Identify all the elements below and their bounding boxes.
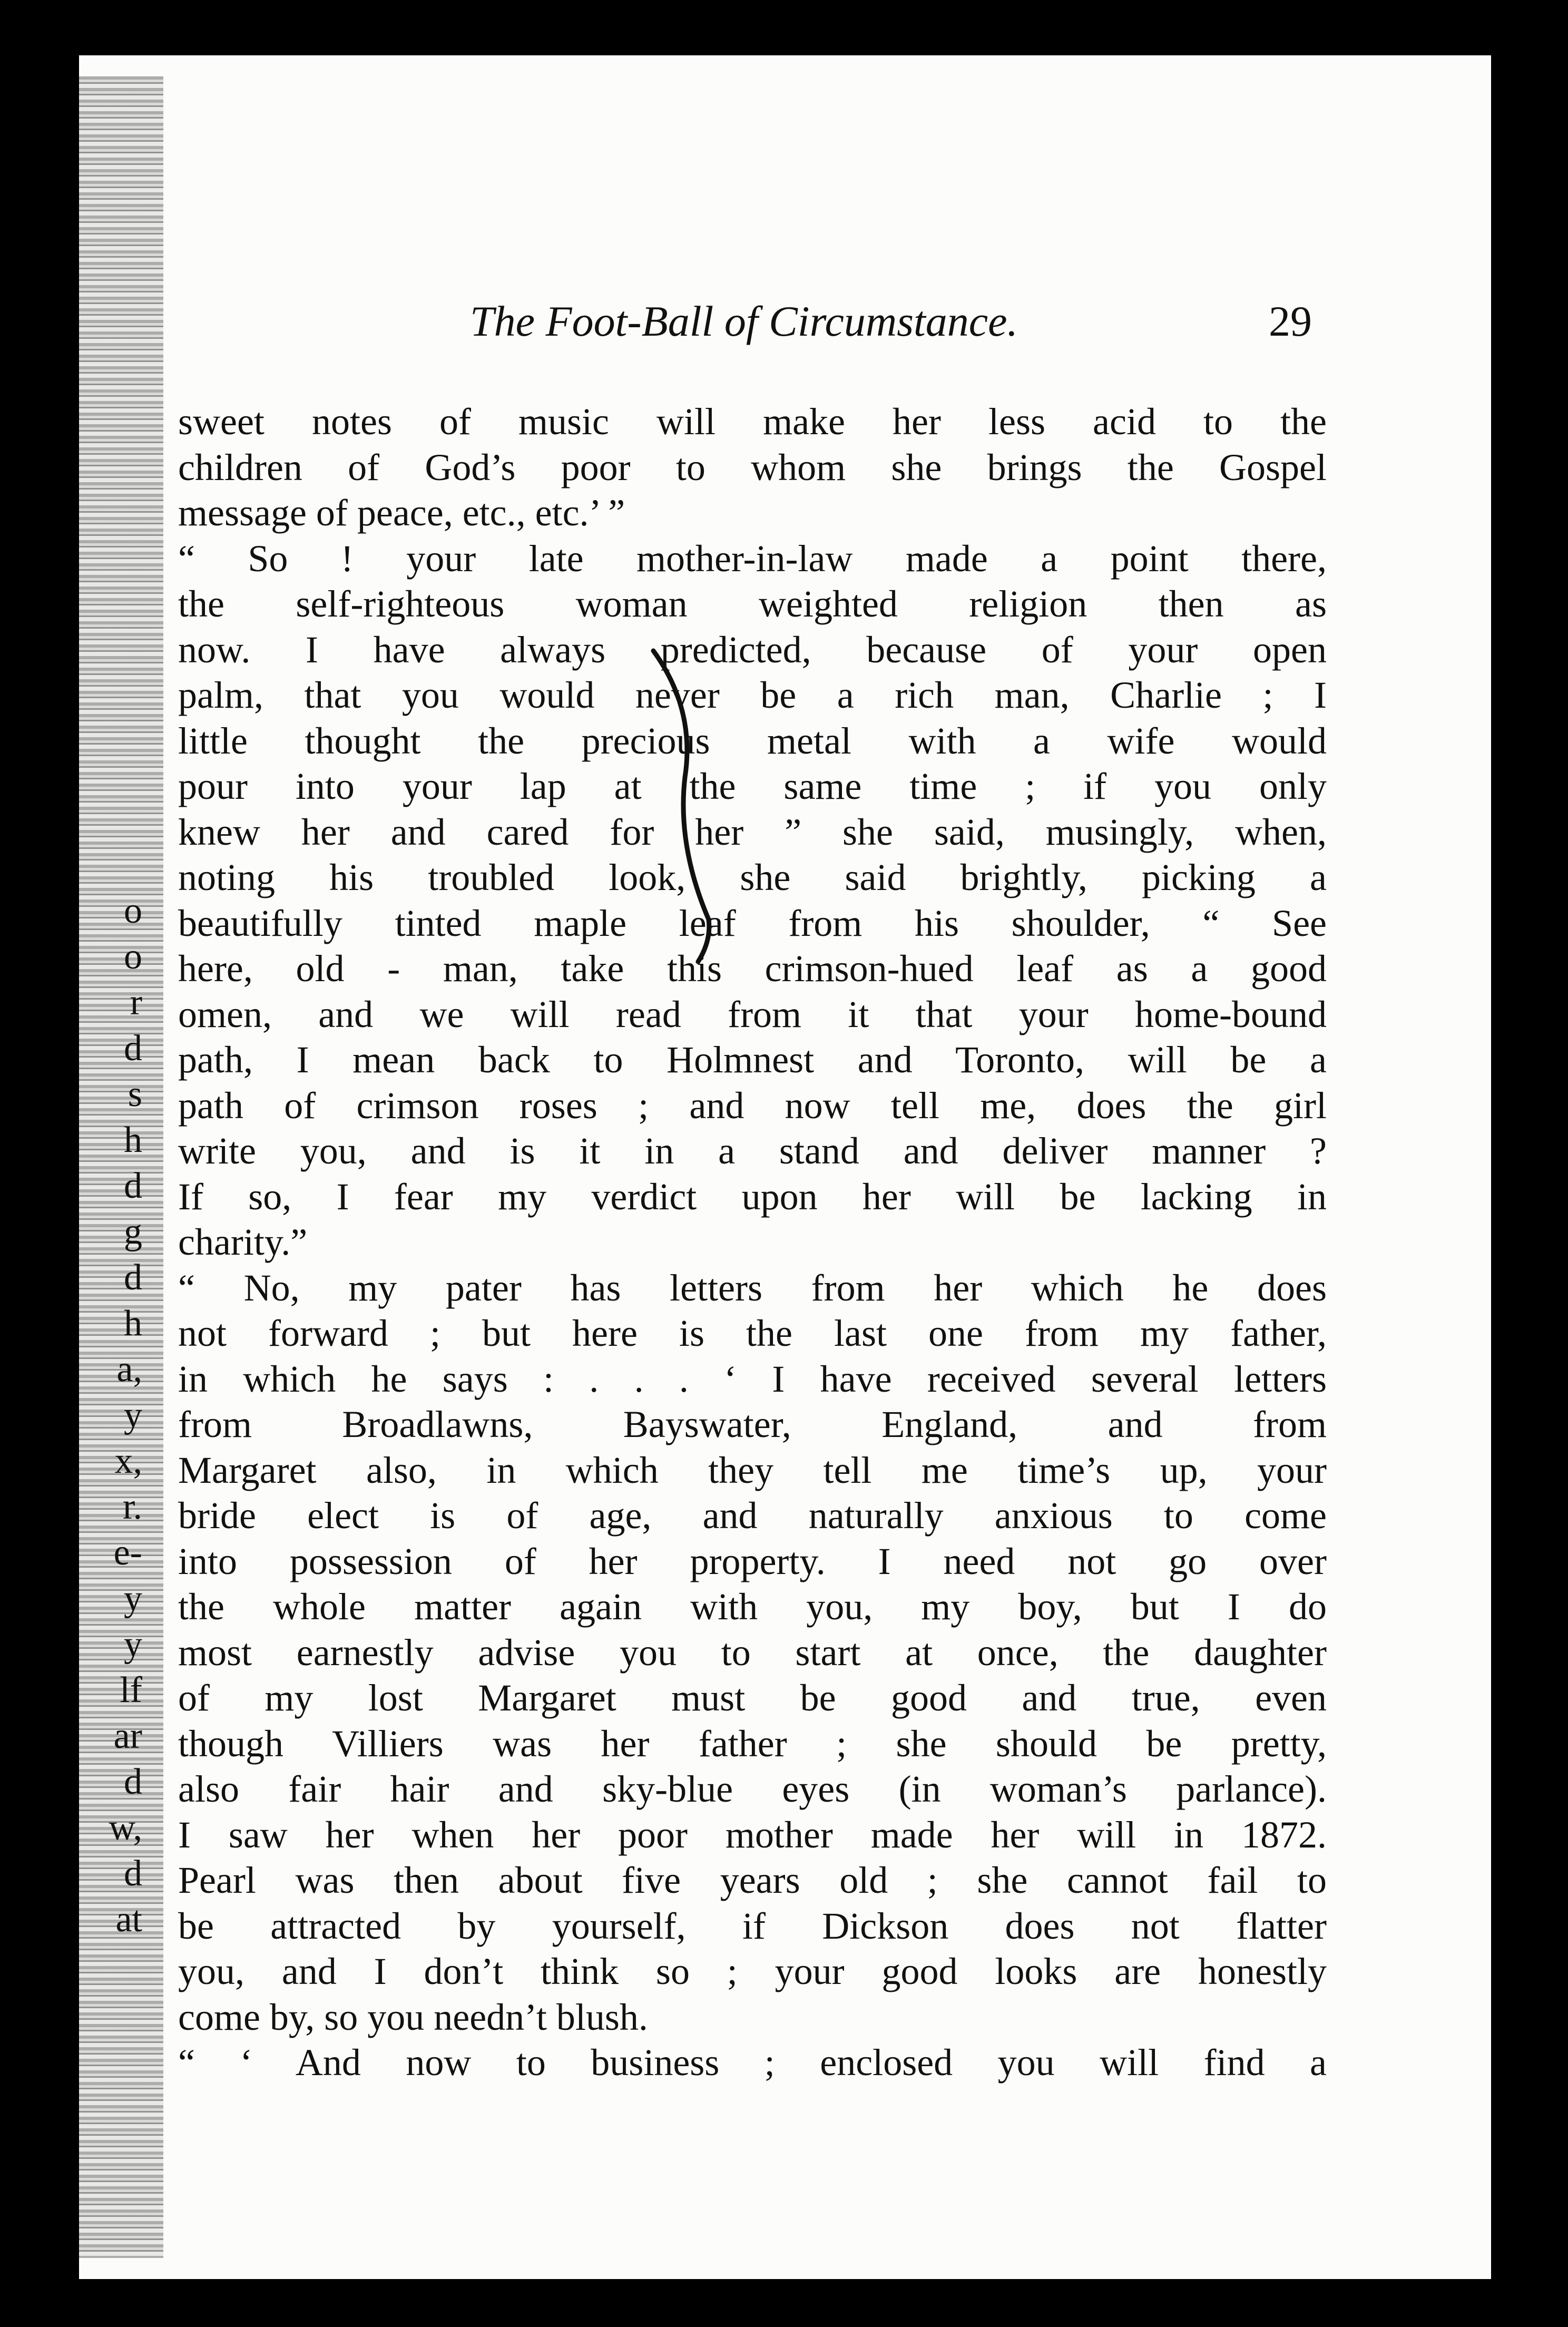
text-line: from Broadlawns, Bayswater, England, and from xyxy=(178,1403,1327,1445)
text-line: be attracted by yourself, if Dickson does not flatter xyxy=(178,1904,1327,1947)
edge-fragment: y xyxy=(124,1624,142,1665)
page-number: 29 xyxy=(1269,297,1312,345)
text-line: bride elect is of age, and naturally anxious to come xyxy=(178,1494,1327,1537)
edge-fragment: lf xyxy=(120,1670,142,1710)
text-line: the self-righteous woman weighted religion then as xyxy=(178,583,1327,625)
text-line: in which he says : . . . ‘ I have received several letters xyxy=(178,1357,1327,1400)
edge-fragment: r xyxy=(130,982,142,1023)
text-line: most earnestly advise you to start at once, the daughter xyxy=(178,1631,1327,1674)
text-line: write you, and is it in a stand and deliver manner ? xyxy=(178,1130,1327,1172)
edge-fragment: d xyxy=(124,1257,142,1298)
text-line: little thought the precious metal with a wife would xyxy=(178,719,1327,762)
text-line: path of crimson roses ; and now tell me, does the girl xyxy=(178,1084,1327,1127)
text-line: noting his troubled look, she said brightly, picking a xyxy=(178,856,1327,898)
text-line: though Villiers was her father ; she should be pretty, xyxy=(178,1722,1327,1765)
text-line: the whole matter again with you, my boy, but I do xyxy=(178,1586,1327,1628)
text-line: you, and I don’t think so ; your good looks are honestly xyxy=(178,1950,1327,1992)
edge-fragment: h xyxy=(124,1303,142,1344)
text-line: palm, that you would never be a rich man, Charlie ; I xyxy=(178,674,1327,716)
text-line: path, I mean back to Holmnest and Toronto, will be a xyxy=(178,1039,1327,1081)
text-line: sweet notes of music will make her less acid to the xyxy=(178,400,1327,443)
text-line: omen, and we will read from it that your home-bound xyxy=(178,993,1327,1035)
text-line: pour into your lap at the same time ; if you only xyxy=(178,765,1327,807)
edge-fragment: h xyxy=(124,1120,142,1160)
text-line: I saw her when her poor mother made her will in 1872. xyxy=(178,1813,1327,1856)
text-line: children of God’s poor to whom she brings the Gospel xyxy=(178,446,1327,488)
text-line: come by, so you needn’t blush. xyxy=(178,1996,648,2038)
book-page xyxy=(79,55,1491,2279)
edge-fragment: y xyxy=(124,1395,142,1435)
edge-fragment: o xyxy=(124,891,142,931)
page-header xyxy=(174,291,1322,355)
text-line: If so, I fear my verdict upon her will be lacking in xyxy=(178,1175,1327,1218)
edge-fragment: a, xyxy=(116,1349,142,1390)
text-line: Margaret also, in which they tell me time’s up, your xyxy=(178,1449,1327,1491)
edge-fragment: w, xyxy=(109,1807,142,1848)
text-line: “ ‘ And now to business ; enclosed you will find a xyxy=(178,2041,1327,2084)
edge-fragment: s xyxy=(128,1074,142,1114)
text-line: of my lost Margaret must be good and true, even xyxy=(178,1677,1327,1719)
text-line: message of peace, etc., etc.’ ” xyxy=(178,492,625,534)
edge-fragment: d xyxy=(124,1166,142,1206)
edge-fragment: y xyxy=(124,1578,142,1619)
text-line: into possession of her property. I need not go over xyxy=(178,1540,1327,1582)
previous-page-edge xyxy=(84,888,153,1942)
edge-fragment: o xyxy=(124,936,142,977)
text-line: Pearl was then about five years old ; she cannot fail to xyxy=(178,1859,1327,1901)
text-line: now. I have always predicted, because of your open xyxy=(178,628,1327,671)
body-text xyxy=(178,399,1327,2086)
edge-fragment: d xyxy=(124,1853,142,1894)
text-line: charity.” xyxy=(178,1221,308,1263)
edge-fragment: d xyxy=(124,1762,142,1802)
edge-fragment: x, xyxy=(114,1441,142,1481)
edge-fragment: d xyxy=(124,1028,142,1069)
text-line: “ No, my pater has letters from her which he does xyxy=(178,1266,1327,1309)
text-line: not forward ; but here is the last one from my father, xyxy=(178,1312,1327,1354)
text-line: “ So ! your late mother-in-law made a point there, xyxy=(178,537,1327,580)
edge-fragment: r. xyxy=(123,1487,142,1527)
text-line: here, old - man, take this crimson-hued leaf as a good xyxy=(178,947,1327,990)
text-line: also fair hair and sky-blue eyes (in woman’s parlance). xyxy=(178,1768,1327,1810)
text-line: knew her and cared for her ” she said, musingly, when, xyxy=(178,810,1327,853)
pen-annotation-mark xyxy=(648,646,722,972)
running-title: The Foot-Ball of Circumstance. xyxy=(470,297,1018,345)
edge-fragment: at xyxy=(115,1899,142,1940)
edge-fragment: e- xyxy=(113,1532,142,1573)
edge-fragment: g xyxy=(124,1211,142,1252)
text-line: beautifully tinted maple leaf from his shoulder, “ See xyxy=(178,902,1327,944)
edge-fragment: ar xyxy=(113,1716,142,1756)
